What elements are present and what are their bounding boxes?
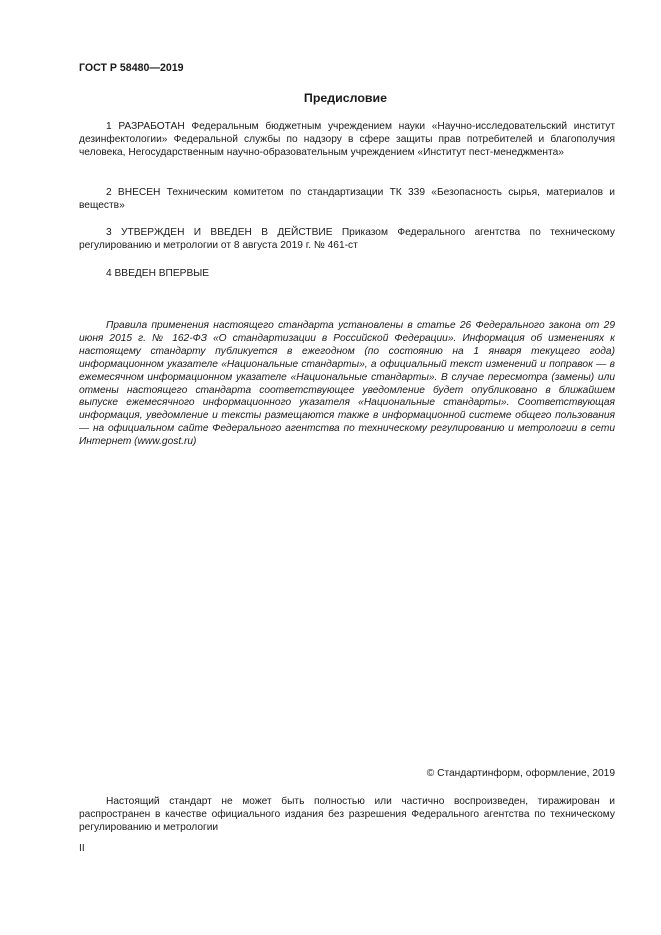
document-code: ГОСТ Р 58480—2019 <box>79 62 184 74</box>
foreword-item-4: 4 ВВЕДЕН ВПЕРВЫЕ <box>106 268 210 279</box>
section-title: Предисловие <box>303 91 388 105</box>
reproduction-notice: Настоящий стандарт не может быть полностью или частично воспроизведен, тиражирован и распространен в качестве официального издания без разрешения Федерального агентства по техническому регулированию и метрологии <box>79 796 615 833</box>
foreword-item-2: 2 ВНЕСЕН Техническим комитетом по стандартизации ТК 339 «Безопасность сырья, материалов и веществ» <box>79 187 615 211</box>
application-rules-note: Правила применения настоящего стандарта установлены в статье 26 Федерального закона от 29 июня 2015 г. № 162-ФЗ «О стандартизации в Российской Федерации». Информация об изменениях к настоящему стандарту публикуется в ежегодном (по состоянию на 1 января текущего года) информационном указателе «Национальные стандарты», а официальный текст изменений и поправок — в ежемесячном информационном указателе «Национальные стандарты». В случае пересмотра (замены) или отмены настоящего стандарта соответствующее уведомление будет опубликовано в ближайшем выпуске ежемесячного информационного указателя «Национальные стандарты». Соответствующая информация, уведомление и тексты размещаются также в информационной системе общего пользования — на официальном сайте Федерального агентства по техническому регулированию и метрологии в сети Интернет (www.gost.ru) <box>79 320 615 448</box>
foreword-item-3: 3 УТВЕРЖДЕН И ВВЕДЕН В ДЕЙСТВИЕ Приказом Федерального агентства по техническому регулированию и метрологии от 8 августа 2019 г. № 461-ст <box>79 227 615 251</box>
copyright-line: © Стандартинформ, оформление, 2019 <box>426 768 615 779</box>
page-number: II <box>79 843 85 854</box>
foreword-item-1: 1 РАЗРАБОТАН Федеральным бюджетным учреждением науки «Научно-исследовательский институт дезинфектологии» Федеральной службы по надзору в сфере защиты прав потребителей и благополучия человека, Негосударственным научно-образовательным учреждением «Институт пест-менеджмента» <box>79 121 615 158</box>
